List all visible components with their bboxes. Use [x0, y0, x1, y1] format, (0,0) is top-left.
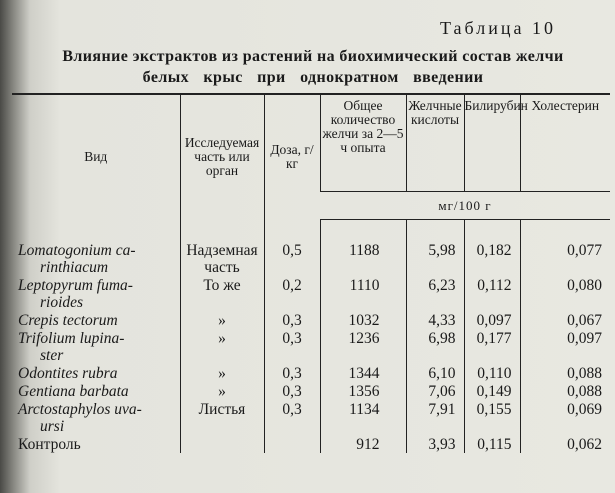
caption-line-2: белых крыс при однократном введении [142, 69, 484, 86]
volume-cell: 1134 [320, 400, 406, 435]
table-row [12, 364, 610, 382]
species-name: Arctostaphylos uva- [18, 400, 142, 418]
organ-cell: Листья [180, 400, 264, 435]
table-row [12, 311, 610, 329]
cholesterol-cell: 0,088 [520, 382, 610, 400]
organ-cell: То же [180, 276, 264, 311]
volume-cell: 1344 [320, 364, 406, 382]
species-cell [12, 220, 180, 276]
table-row [12, 220, 610, 276]
dose-cell: 0,3 [264, 329, 320, 364]
table-body [12, 220, 610, 453]
dose-cell: 0,3 [264, 364, 320, 382]
dose-cell [264, 435, 320, 453]
organ-cell: » [180, 311, 264, 329]
species-name-continued: rioides [40, 293, 84, 311]
dose-cell: 0,3 [264, 400, 320, 435]
acids-cell: 3,93 [406, 435, 464, 453]
table-caption [18, 46, 608, 88]
species-name: Gentiana barbata [18, 382, 129, 400]
bilirubin-cell: 0,177 [464, 329, 520, 364]
species-cell [12, 435, 180, 453]
organ-cell: » [180, 364, 264, 382]
header-organ: Исследуемая часть или орган [180, 94, 264, 220]
header-volume: Общее количество желчи за 2—5 ч опыта [320, 94, 406, 192]
species-cell [12, 329, 180, 364]
species-name: Odontites rubra [18, 364, 118, 382]
cholesterol-cell: 0,062 [520, 435, 610, 453]
species-name-continued: rinthiacum [40, 258, 109, 276]
dose-cell: 0,3 [264, 382, 320, 400]
header-dose: Доза, г/кг [264, 94, 320, 220]
bilirubin-cell: 0,155 [464, 400, 520, 435]
cholesterol-cell: 0,088 [520, 364, 610, 382]
bilirubin-cell: 0,112 [464, 276, 520, 311]
volume-cell: 1188 [320, 220, 406, 276]
organ-cell: » [180, 382, 264, 400]
bilirubin-cell: 0,149 [464, 382, 520, 400]
acids-cell: 6,23 [406, 276, 464, 311]
species-name: Crepis tectorum [18, 311, 118, 329]
species-cell [12, 364, 180, 382]
volume-cell: 1356 [320, 382, 406, 400]
table-number: Таблица 10 [440, 18, 556, 38]
species-cell [12, 276, 180, 311]
acids-cell: 5,98 [406, 220, 464, 276]
dose-cell: 0,2 [264, 276, 320, 311]
header-units: мг/100 г [320, 192, 610, 220]
cholesterol-cell: 0,077 [520, 220, 610, 276]
data-table [12, 93, 610, 453]
volume-cell: 1236 [320, 329, 406, 364]
species-name-continued: ster [40, 346, 64, 364]
species-name: Leptopyrum fuma- [18, 276, 133, 294]
cholesterol-cell: 0,097 [520, 329, 610, 364]
acids-cell: 6,98 [406, 329, 464, 364]
species-name: Trifolium lupina- [18, 329, 125, 347]
species-cell [12, 400, 180, 435]
volume-cell: 1032 [320, 311, 406, 329]
acids-cell: 7,91 [406, 400, 464, 435]
dose-cell: 0,3 [264, 311, 320, 329]
species-cell [12, 311, 180, 329]
species-name-continued: ursi [40, 417, 65, 435]
table-row [12, 382, 610, 400]
table-row [12, 276, 610, 311]
acids-cell: 6,10 [406, 364, 464, 382]
organ-cell: » [180, 329, 264, 364]
species-name: Lomatogonium ca- [18, 241, 136, 259]
species-cell [12, 382, 180, 400]
header-species: Вид [12, 94, 180, 220]
organ-cell: Надземная часть [180, 220, 264, 276]
bilirubin-cell: 0,097 [464, 311, 520, 329]
cholesterol-cell: 0,067 [520, 311, 610, 329]
cholesterol-cell: 0,080 [520, 276, 610, 311]
cholesterol-cell: 0,069 [520, 400, 610, 435]
table-row [12, 435, 610, 453]
header-cholesterol: Холестерин [520, 94, 610, 192]
acids-cell: 4,33 [406, 311, 464, 329]
volume-cell: 912 [320, 435, 406, 453]
acids-cell: 7,06 [406, 382, 464, 400]
table-row [12, 400, 610, 435]
species-name: Контроль [18, 435, 81, 453]
bilirubin-cell: 0,110 [464, 364, 520, 382]
header-bilirubin: Билирубин [464, 94, 520, 192]
bilirubin-cell: 0,182 [464, 220, 520, 276]
table-row [12, 329, 610, 364]
volume-cell: 1110 [320, 276, 406, 311]
header-acids: Желчные кислоты [406, 94, 464, 192]
caption-line-1: Влияние экстрактов из растений на биохимический состав желчи [62, 48, 564, 65]
bilirubin-cell: 0,115 [464, 435, 520, 453]
dose-cell: 0,5 [264, 220, 320, 276]
organ-cell [180, 435, 264, 453]
